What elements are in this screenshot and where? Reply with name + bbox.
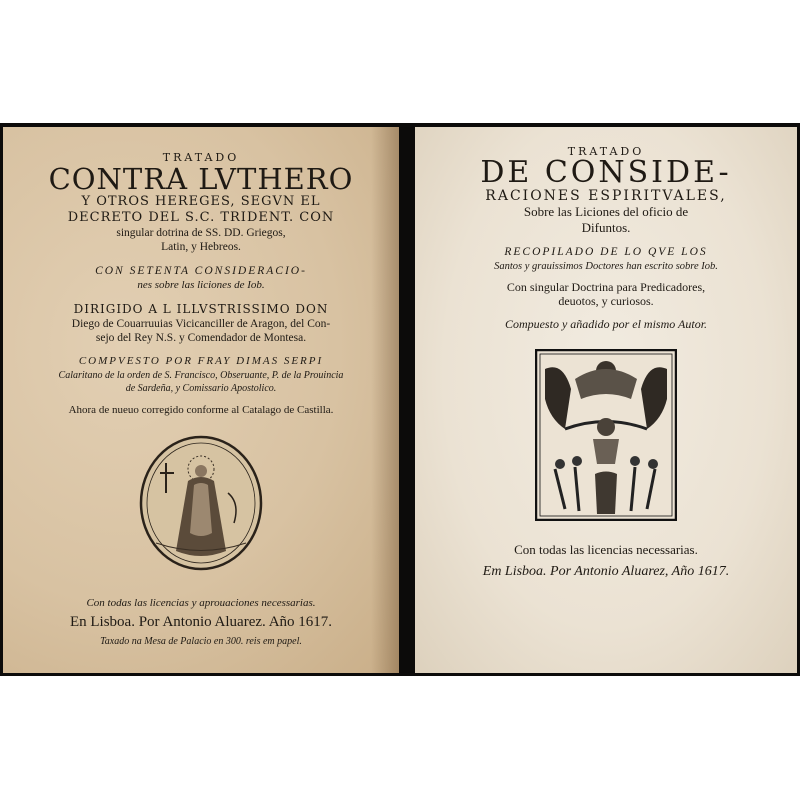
left-title-small: TRATADO [162,151,240,164]
right-title-line: Sobre las Liciones del oficio de [523,204,689,219]
right-doctrine-line: Con singular Doctrina para Predicadores, [506,280,706,294]
left-subtitle-line: DECRETO DEL S.C. TRIDENT. CON [67,210,335,225]
left-price-line: Taxado na Mesa de Palacio en 300. reis em papel. [100,636,302,647]
left-author-line: de Sardeña, y Comissario Apostolico. [125,383,277,394]
right-title-line: RACIONES ESPIRITVALES, [485,188,727,204]
left-considerations-line: nes sobre las liciones de Iob. [137,279,265,291]
left-imprint-line: En Lisboa. Por Antonio Aluarez. Año 1617. [69,614,333,630]
left-title-page [3,127,399,673]
left-author-line: COMPVESTO POR FRAY DIMAS SERPI [78,355,324,367]
left-revised-note: Ahora de nueuo corregido conforme al Catalago de Castilla. [68,404,334,416]
left-subtitle-line: Y OTROS HEREGES, SEGVN EL [81,194,321,209]
left-dedication-line: Diego de Couarruuias Vicicanciller de Aragon, del Con- [71,318,331,330]
left-subtitle-line: singular dotrina de SS. DD. Griegos, [116,227,286,239]
right-licenses-line: Con todas las licencias necessarias. [514,542,698,557]
left-subtitle-line: Latin, y Hebreos. [161,241,241,253]
right-compiled-line: RECOPILADO DE LO QVE LOS [504,246,708,258]
right-title-big: DE CONSIDE- [480,155,732,190]
right-author-line: Compuesto y añadido por el mismo Autor. [504,317,708,331]
left-author-line: Calaritano de la orden de S. Francisco, Obseruante, P. de la Prouincia [58,370,344,381]
right-imprint-line: Em Lisboa. Por Antonio Aluarez, Año 1617. [482,564,730,579]
left-title-big: CONTRA LVTHERO [48,162,354,196]
right-doctrine-line: deuotos, y curiosos. [558,294,654,308]
left-dedication-line: sejo del Rey N.S. y Comendador de Montesa. [95,332,307,344]
right-title-line: Difuntos. [581,220,631,235]
left-dedication-line: DIRIGIDO A L ILLVSTRISSIMO DON [73,302,329,316]
last-judgment-woodcut [535,349,677,521]
right-title-small: TRATADO [567,145,645,158]
right-title-page [415,127,797,673]
virgin-mary-engraving [136,433,266,573]
left-licenses-line: Con todas las licencias y aprouaciones necessarias. [86,597,316,609]
left-considerations-line: CON SETENTA CONSIDERACIO- [95,265,307,277]
right-compiled-line: Santos y grauissimos Doctores han escrito sobre Iob. [494,261,718,272]
